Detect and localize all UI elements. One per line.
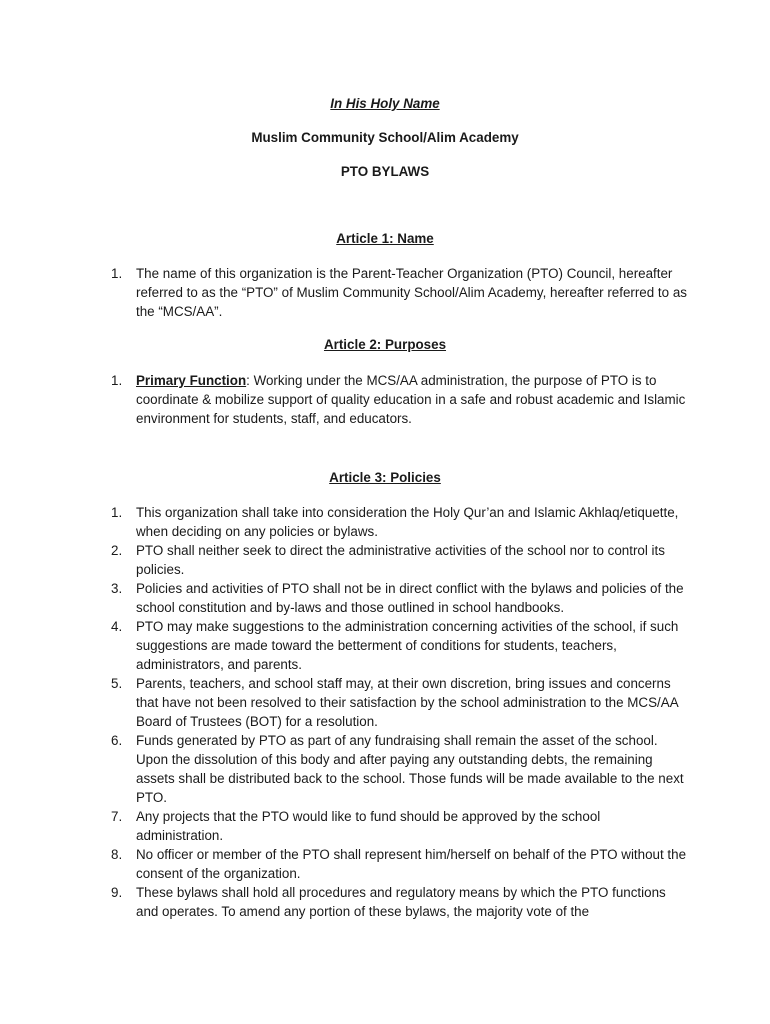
document-title: PTO BYLAWS [340,164,430,179]
item-number: 4. [111,619,123,634]
item-text: PTO may make suggestions to the administration concerning activities of the school, if such suggestions are made toward the betterment of conditions for students, teachers, administrators, and parents. [136,619,679,672]
invocation-heading: In His Holy Name [330,96,440,111]
list-item [108,541,688,579]
article-2-heading: Article 2: Purposes [323,337,447,352]
school-name: Muslim Community School/Alim Academy [251,130,519,145]
list-item [108,883,688,921]
item-number: 6. [111,733,123,748]
item-number: 8. [111,847,123,862]
list-item [108,731,688,807]
item-text: No officer or member of the PTO shall represent him/herself on behalf of the PTO without the consent of the organization. [136,847,687,881]
list-item [108,371,688,428]
item-number: 1. [111,266,123,281]
list-item [108,264,688,321]
item-text: PTO shall neither seek to direct the administrative activities of the school nor to control its policies. [136,543,665,577]
item-number: 5. [111,676,123,691]
item-number: 3. [111,581,123,596]
item-text: Policies and activities of PTO shall not be in direct conflict with the bylaws and policies of the school constitution and by-laws and those outlined in school handbooks. [136,581,684,615]
item-text: Funds generated by PTO as part of any fundraising shall remain the asset of the school. Upon the dissolution of this body and after paying any outstanding debts, the remaining assets shall be distributed back to the school. Those funds will be made available to the next PTO. [136,733,684,805]
item-text: This organization shall take into consideration the Holy Qur’an and Islamic Akhlaq/etiquette, when deciding on any policies or bylaws. [136,505,679,539]
item-text: Any projects that the PTO would like to fund should be approved by the school administration. [136,809,601,843]
item-text: These bylaws shall hold all procedures and regulatory means by which the PTO functions and operates. To amend any portion of these bylaws, the majority vote of the [136,885,666,919]
list-item [108,617,688,674]
list-item [108,503,688,541]
list-item [108,807,688,845]
primary-function-label: Primary Function [136,373,247,388]
item-number: 1. [111,373,123,388]
article-2-list [108,371,688,428]
list-item [108,674,688,731]
item-number: 1. [111,505,123,520]
article-3-heading: Article 3: Policies [329,470,441,485]
article-3-list [108,503,688,921]
item-text: The name of this organization is the Parent-Teacher Organization (PTO) Council, hereafter referred to as the “PTO” of Muslim Community School/Alim Academy, hereafter referred to as the “MCS/AA”. [136,266,687,319]
list-item [108,579,688,617]
item-text: : Working under the MCS/AA administration, the purpose of PTO is to coordinate & mobilize support of quality education in a safe and robust academic and Islamic environment for students, staff, and educators. [136,373,686,426]
article-1-list [108,264,688,321]
item-text: Parents, teachers, and school staff may, at their own discretion, bring issues and concerns that have not been resolved to their satisfaction by the school administration to the MCS/AA Board of Trustees (BOT) for a resolution. [136,676,678,729]
item-number: 7. [111,809,123,824]
list-item [108,845,688,883]
article-1-heading: Article 1: Name [336,231,434,246]
item-number: 2. [111,543,123,558]
item-number: 9. [111,885,123,900]
